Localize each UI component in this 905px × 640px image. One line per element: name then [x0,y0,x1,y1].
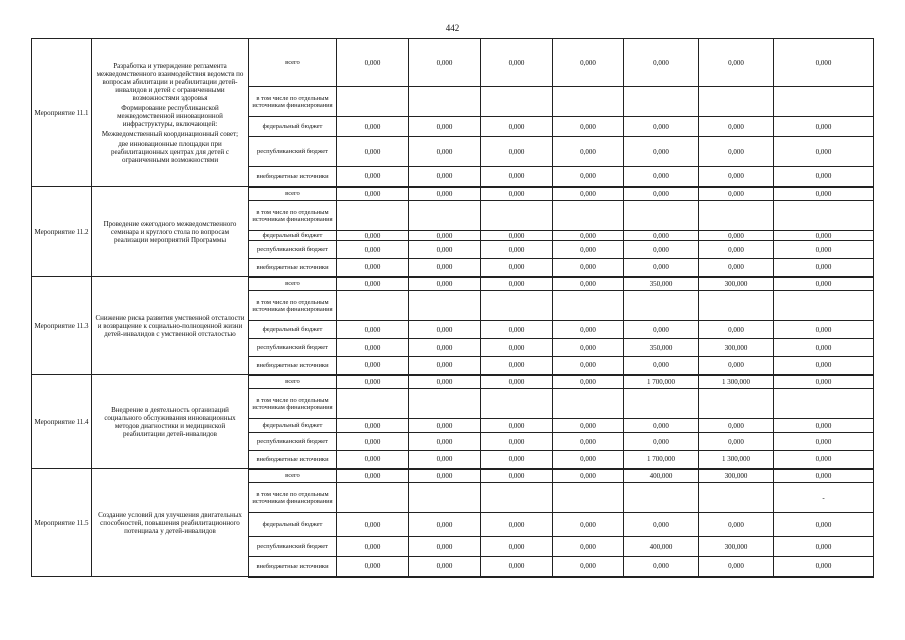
amount-cell: 0,000 [409,433,481,451]
amount-cell: 0,000 [409,39,481,87]
amount-cell: 0,000 [553,167,624,187]
amount-cell: 0,000 [409,231,481,241]
amount-cell [481,87,553,117]
amount-cell: 0,000 [774,419,874,433]
amount-cell: 0,000 [774,469,874,483]
event-description-line: две инновационные площадки при реабилитационных центрах для детей с ограниченными возможностями [110,139,230,164]
amount-cell: 0,000 [481,469,553,483]
amount-cell: 0,000 [553,357,624,375]
amount-cell: 0,000 [553,117,624,137]
amount-cell [409,483,481,513]
amount-cell: 0,000 [624,187,699,201]
amount-cell: 0,000 [774,117,874,137]
amount-cell: 0,000 [481,259,553,277]
event-code: Мероприятие 11.5 [32,469,92,577]
funding-source-label: республиканский бюджет [249,339,337,357]
funding-source-label: внебюджетные источники [249,357,337,375]
amount-cell: 0,000 [699,231,774,241]
amount-cell: 0,000 [624,231,699,241]
amount-cell: 0,000 [774,357,874,375]
amount-cell: 0,000 [337,241,409,259]
amount-cell: 0,000 [624,433,699,451]
amount-cell [337,483,409,513]
amount-cell: 0,000 [337,277,409,291]
table-row [32,469,874,483]
amount-cell: 0,000 [409,137,481,167]
funding-source-label: республиканский бюджет [249,537,337,557]
amount-cell: 1 300,000 [699,451,774,469]
amount-cell: 0,000 [337,537,409,557]
amount-cell: 0,000 [774,433,874,451]
amount-cell [553,389,624,419]
amount-cell: 0,000 [409,419,481,433]
amount-cell: 0,000 [337,433,409,451]
amount-cell: 0,000 [409,537,481,557]
amount-cell: 0,000 [337,469,409,483]
amount-cell: 0,000 [774,557,874,577]
amount-cell: 0,000 [624,557,699,577]
amount-cell: 0,000 [774,167,874,187]
amount-cell: - [774,483,874,513]
amount-cell: 0,000 [409,259,481,277]
amount-cell [481,201,553,231]
amount-cell: 0,000 [481,357,553,375]
amount-cell: 0,000 [699,557,774,577]
funding-source-label: федеральный бюджет [249,513,337,537]
event-description-line: Снижение риска развития умственной отсталости и возвращение к социально-полноценной жизни детей-инвалидов с умственной отсталостью [95,313,245,338]
event-description [92,187,249,277]
event-description [92,375,249,469]
funding-source-label: внебюджетные источники [249,451,337,469]
amount-cell: 0,000 [624,167,699,187]
amount-cell: 0,000 [481,513,553,537]
event-description-line: Разработка и утверждение регламента межведомственного взаимодействия ведомств по вопросам абилитации и реабилитации детей-инвалидов и детей с ограниченными возможностями здоровья [96,61,244,102]
table-row [32,39,874,87]
amount-cell: 0,000 [553,557,624,577]
event-description-line: Создание условий для улучшения двигательных способностей, повышения реабилитационного потенциала у детей-инвалидов [98,510,242,535]
event-description-line: Межведомственный координационный совет; [101,129,239,138]
amount-cell: 0,000 [699,433,774,451]
amount-cell: 0,000 [553,419,624,433]
amount-cell: 0,000 [409,321,481,339]
amount-cell: 0,000 [624,137,699,167]
amount-cell: 0,000 [337,167,409,187]
amount-cell: 0,000 [774,241,874,259]
amount-cell: 0,000 [481,321,553,339]
funding-source-label: федеральный бюджет [249,321,337,339]
table-row [32,187,874,201]
funding-source-label: в том числе по отдельным источникам финансирования [249,291,337,321]
amount-cell: 0,000 [481,433,553,451]
amount-cell: 0,000 [774,513,874,537]
amount-cell: 0,000 [699,321,774,339]
amount-cell: 0,000 [409,241,481,259]
amount-cell: 0,000 [481,537,553,557]
amount-cell: 0,000 [337,231,409,241]
amount-cell: 0,000 [481,339,553,357]
amount-cell: 0,000 [337,419,409,433]
funding-source-label: внебюджетные источники [249,167,337,187]
amount-cell [624,483,699,513]
amount-cell: 0,000 [481,557,553,577]
funding-source-label: республиканский бюджет [249,241,337,259]
amount-cell [337,87,409,117]
amount-cell: 0,000 [624,357,699,375]
amount-cell: 0,000 [409,167,481,187]
amount-cell: 0,000 [337,259,409,277]
amount-cell: 0,000 [699,137,774,167]
amount-cell: 0,000 [481,451,553,469]
amount-cell: 0,000 [774,137,874,167]
amount-cell: 0,000 [409,557,481,577]
amount-cell [337,201,409,231]
amount-cell: 0,000 [337,557,409,577]
amount-cell: 0,000 [481,231,553,241]
funding-source-label: в том числе по отдельным источникам финансирования [249,483,337,513]
amount-cell: 0,000 [553,451,624,469]
amount-cell: 1 300,000 [699,375,774,389]
amount-cell [553,291,624,321]
funding-source-label: в том числе по отдельным источникам финансирования [249,201,337,231]
amount-cell [409,87,481,117]
amount-cell: 0,000 [481,419,553,433]
amount-cell: 0,000 [481,117,553,137]
event-description-line: Проведение ежегодного межведомственного семинара и круглого стола по вопросам реализации мероприятий Программы [103,219,237,244]
amount-cell: 0,000 [624,259,699,277]
amount-cell: 0,000 [553,39,624,87]
amount-cell: 1 700,000 [624,451,699,469]
amount-cell [699,201,774,231]
amount-cell: 0,000 [337,39,409,87]
amount-cell: 0,000 [699,513,774,537]
amount-cell: 0,000 [337,321,409,339]
event-description [92,39,249,187]
amount-cell: 0,000 [337,357,409,375]
amount-cell: 0,000 [774,339,874,357]
amount-cell [409,201,481,231]
amount-cell [409,389,481,419]
table-row [32,375,874,389]
amount-cell: 0,000 [409,451,481,469]
amount-cell [624,389,699,419]
funding-source-label: республиканский бюджет [249,433,337,451]
amount-cell: 300,000 [699,339,774,357]
amount-cell: 400,000 [624,469,699,483]
amount-cell: 0,000 [774,321,874,339]
amount-cell [774,201,874,231]
event-description [92,469,249,577]
amount-cell: 0,000 [699,259,774,277]
funding-source-label: федеральный бюджет [249,419,337,433]
amount-cell: 0,000 [337,339,409,357]
funding-source-label: всего [249,187,337,201]
page-number: 442 [445,23,460,33]
amount-cell: 0,000 [481,241,553,259]
funding-source-label: всего [249,375,337,389]
amount-cell: 0,000 [409,117,481,137]
funding-source-label: республиканский бюджет [249,137,337,167]
amount-cell: 300,000 [699,469,774,483]
amount-cell: 1 700,000 [624,375,699,389]
amount-cell: 0,000 [774,375,874,389]
amount-cell: 0,000 [774,451,874,469]
amount-cell: 0,000 [774,187,874,201]
amount-cell [699,291,774,321]
amount-cell: 0,000 [553,187,624,201]
amount-cell: 0,000 [624,241,699,259]
amount-cell: 0,000 [481,187,553,201]
amount-cell: 0,000 [774,537,874,557]
amount-cell: 350,000 [624,277,699,291]
event-description-line: Формирование республиканской межведомственной инновационной инфраструктуры, включающей: [117,103,223,128]
amount-cell [699,483,774,513]
amount-cell: 0,000 [337,117,409,137]
amount-cell: 0,000 [481,137,553,167]
amount-cell: 400,000 [624,537,699,557]
funding-source-label: внебюджетные источники [249,557,337,577]
amount-cell: 0,000 [409,357,481,375]
amount-cell [774,291,874,321]
amount-cell: 0,000 [553,241,624,259]
amount-cell: 0,000 [409,469,481,483]
funding-source-label: федеральный бюджет [249,231,337,241]
amount-cell: 0,000 [774,277,874,291]
funding-source-label: в том числе по отдельным источникам финансирования [249,87,337,117]
amount-cell: 0,000 [409,277,481,291]
amount-cell: 0,000 [624,513,699,537]
amount-cell: 0,000 [481,277,553,291]
amount-cell: 0,000 [774,259,874,277]
amount-cell: 0,000 [699,117,774,137]
amount-cell [553,201,624,231]
amount-cell: 0,000 [774,39,874,87]
event-code: Мероприятие 11.3 [32,277,92,375]
amount-cell: 0,000 [553,433,624,451]
amount-cell: 350,000 [624,339,699,357]
amount-cell: 0,000 [337,513,409,537]
event-code: Мероприятие 11.1 [32,39,92,187]
event-code: Мероприятие 11.4 [32,375,92,469]
table-row [32,277,874,291]
amount-cell: 0,000 [699,357,774,375]
funding-source-label: в том числе по отдельным источникам финансирования [249,389,337,419]
amount-cell: 0,000 [553,513,624,537]
amount-cell [624,291,699,321]
amount-cell: 0,000 [624,39,699,87]
amount-cell: 300,000 [699,277,774,291]
amount-cell [481,389,553,419]
amount-cell: 0,000 [409,375,481,389]
amount-cell: 0,000 [481,167,553,187]
amount-cell [774,389,874,419]
amount-cell: 0,000 [337,451,409,469]
amount-cell [553,483,624,513]
amount-cell: 0,000 [553,277,624,291]
amount-cell: 0,000 [553,231,624,241]
amount-cell [481,291,553,321]
amount-cell: 0,000 [624,419,699,433]
amount-cell: 0,000 [699,241,774,259]
amount-cell: 0,000 [553,537,624,557]
amount-cell [337,389,409,419]
amount-cell [624,87,699,117]
amount-cell: 0,000 [337,137,409,167]
amount-cell: 0,000 [337,187,409,201]
amount-cell: 0,000 [699,167,774,187]
amount-cell: 0,000 [553,375,624,389]
amount-cell [409,291,481,321]
event-description [92,277,249,375]
amount-cell: 0,000 [481,375,553,389]
funding-source-label: федеральный бюджет [249,117,337,137]
funding-source-label: всего [249,277,337,291]
amount-cell: 0,000 [553,259,624,277]
amount-cell: 0,000 [774,231,874,241]
amount-cell: 0,000 [553,321,624,339]
amount-cell: 0,000 [481,39,553,87]
amount-cell: 0,000 [409,187,481,201]
amount-cell: 0,000 [553,339,624,357]
event-description-line: Внедрение в деятельность организаций социального обслуживания инновационных методов диагностики и медицинской реабилитации детей-инвалидов [104,405,236,438]
funding-source-label: всего [249,469,337,483]
amount-cell [337,291,409,321]
amount-cell [481,483,553,513]
funding-source-label: внебюджетные источники [249,259,337,277]
amount-cell: 300,000 [699,537,774,557]
amount-cell: 0,000 [699,39,774,87]
amount-cell: 0,000 [337,375,409,389]
amount-cell: 0,000 [409,339,481,357]
amount-cell: 0,000 [624,321,699,339]
amount-cell: 0,000 [699,419,774,433]
amount-cell [774,87,874,117]
amount-cell: 0,000 [624,117,699,137]
amount-cell [553,87,624,117]
amount-cell [699,389,774,419]
event-code: Мероприятие 11.2 [32,187,92,277]
amount-cell: 0,000 [553,137,624,167]
amount-cell: 0,000 [699,187,774,201]
amount-cell: 0,000 [409,513,481,537]
amount-cell [624,201,699,231]
funding-table [31,38,874,578]
funding-source-label: всего [249,39,337,87]
amount-cell [699,87,774,117]
amount-cell: 0,000 [553,469,624,483]
